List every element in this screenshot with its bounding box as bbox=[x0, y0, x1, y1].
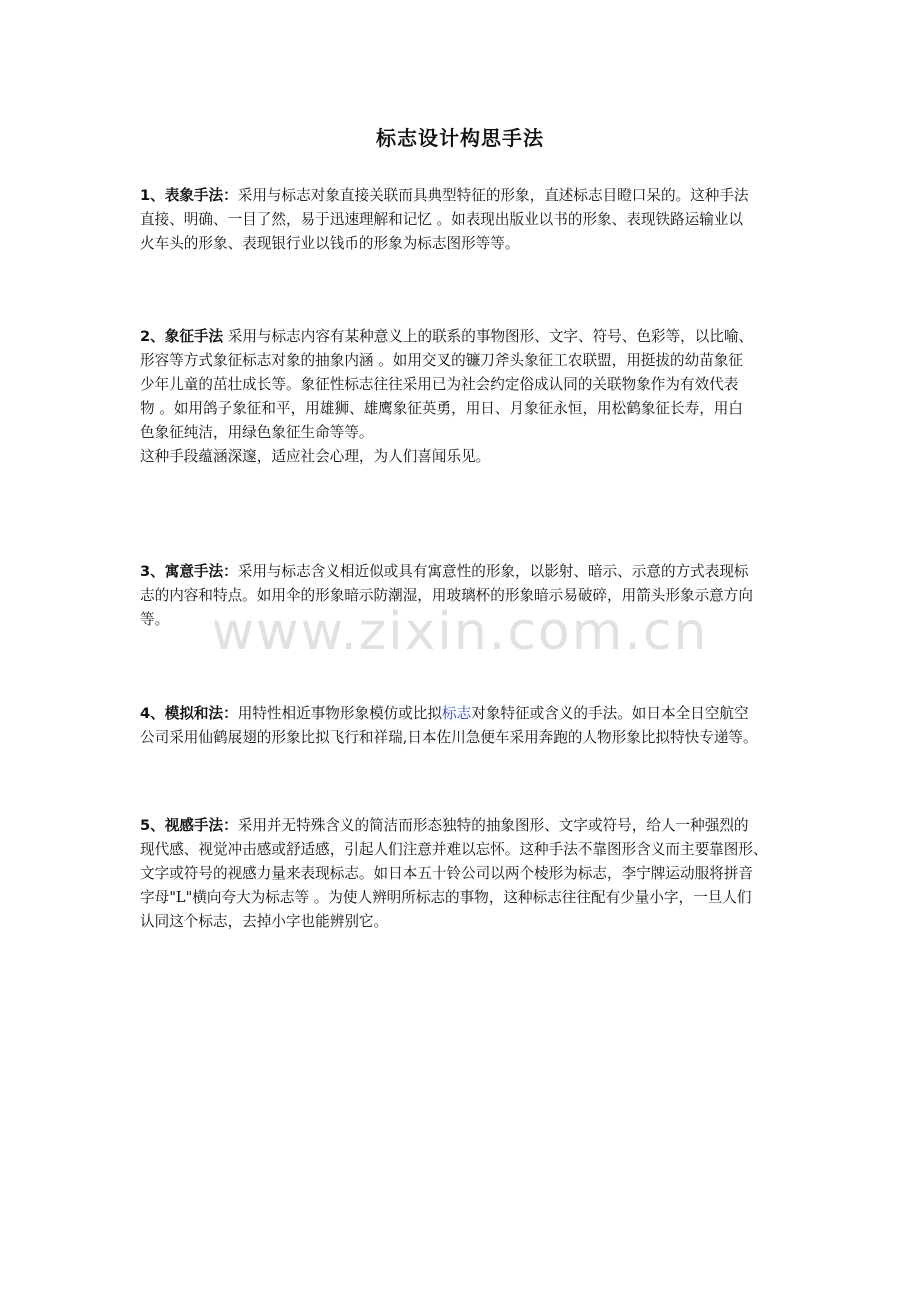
section-heading: 1、表象手法： bbox=[140, 187, 238, 204]
paragraph-line: 火车头的形象、表现银行业以钱币的形象为标志图形等等。 bbox=[140, 235, 520, 252]
section-heading: 2、象征手法 bbox=[140, 328, 224, 345]
section-symbolic bbox=[140, 325, 800, 469]
paragraph-text: 对象特征或含义的手法。如日本全日空航空 bbox=[471, 705, 749, 722]
paragraph-text: 采用并无特殊含义的简洁而形态独特的抽象图形、文字或符号，给人一种强烈的 bbox=[237, 817, 749, 834]
paragraph-line: 直接、明确、一目了然，易于迅速理解和记忆 。如表现出版业以书的形象、表现铁路运输业以 bbox=[140, 211, 743, 228]
paragraph-line bbox=[140, 560, 800, 584]
paragraph-line: 公司采用仙鹤展翅的形象比拟飞行和祥瑞,日本佐川急便车采用奔跑的人物形象比拟特快专递等。 bbox=[140, 729, 758, 746]
paragraph-line bbox=[140, 814, 800, 838]
paragraph-line: 文字或符号的视感力量来表现标志。如日本五十铃公司以两个棱形为标志，李宁牌运动服将拼音 bbox=[140, 865, 753, 882]
paragraph-line: 这种手段蕴涵深邃，适应社会心理，为人们喜闻乐见。 bbox=[140, 448, 491, 465]
section-simulation bbox=[140, 702, 800, 750]
section-allegorical bbox=[140, 560, 800, 632]
paragraph-text: 采用与标志含义相近似或具有寓意性的形象，以影射、暗示、示意的方式表现标 bbox=[237, 563, 749, 580]
logo-link[interactable]: 标志 bbox=[442, 705, 472, 722]
section-heading: 3、寓意手法： bbox=[140, 563, 238, 580]
paragraph-line: 少年儿童的茁壮成长等。象征性标志往往采用已为社会约定俗成认同的关联物象作为有效代表 bbox=[140, 376, 739, 393]
section-representational bbox=[140, 184, 800, 256]
watermark: www.zixin.com.cn bbox=[211, 602, 709, 662]
paragraph-line: 志的内容和特点。如用伞的形象暗示防潮湿，用玻璃杯的形象暗示易破碎，用箭头形象示意方向 bbox=[140, 587, 753, 604]
section-heading: 5、视感手法： bbox=[140, 817, 238, 834]
paragraph-line: 认同这个标志，去掉小字也能辨别它。 bbox=[140, 913, 389, 930]
paragraph-line: 字母"L"横向夸大为标志等 。为使人辨明所标志的事物，这种标志往往配有少量小字，一旦人们 bbox=[140, 889, 752, 906]
paragraph-line: 形容等方式象征标志对象的抽象内涵 。如用交叉的镰刀斧头象征工农联盟，用挺拔的幼苗象征 bbox=[140, 352, 743, 369]
paragraph-text: 采用与标志对象直接关联而具典型特征的形象，直述标志目瞪口呆的。这种手法 bbox=[237, 187, 749, 204]
paragraph-line bbox=[140, 325, 800, 349]
paragraph-line: 色象征纯洁，用绿色象征生命等等。 bbox=[140, 424, 374, 441]
paragraph-line: 现代感、视觉冲击感或舒适感，引起人们注意并难以忘怀。这种手法不靠图形含义而主要靠图形、 bbox=[140, 841, 768, 858]
paragraph-text: 采用与标志内容有某种意义上的联系的事物图形、文字、符号、色彩等，以比喻、 bbox=[223, 328, 754, 345]
section-heading: 4、模拟和法： bbox=[140, 705, 238, 722]
page-title: 标志设计构思手法 bbox=[376, 126, 544, 150]
paragraph-line bbox=[140, 702, 800, 726]
paragraph-line: 物 。如用鸽子象征和平，用雄狮、雄鹰象征英勇，用日、月象征永恒，用松鹤象征长寿，用白 bbox=[140, 400, 743, 417]
section-visual-sense bbox=[140, 814, 800, 934]
paragraph-line bbox=[140, 184, 800, 208]
paragraph-line: 等。 bbox=[140, 611, 170, 628]
paragraph-text: 用特性相近事物形象模仿或比拟 bbox=[237, 705, 443, 722]
